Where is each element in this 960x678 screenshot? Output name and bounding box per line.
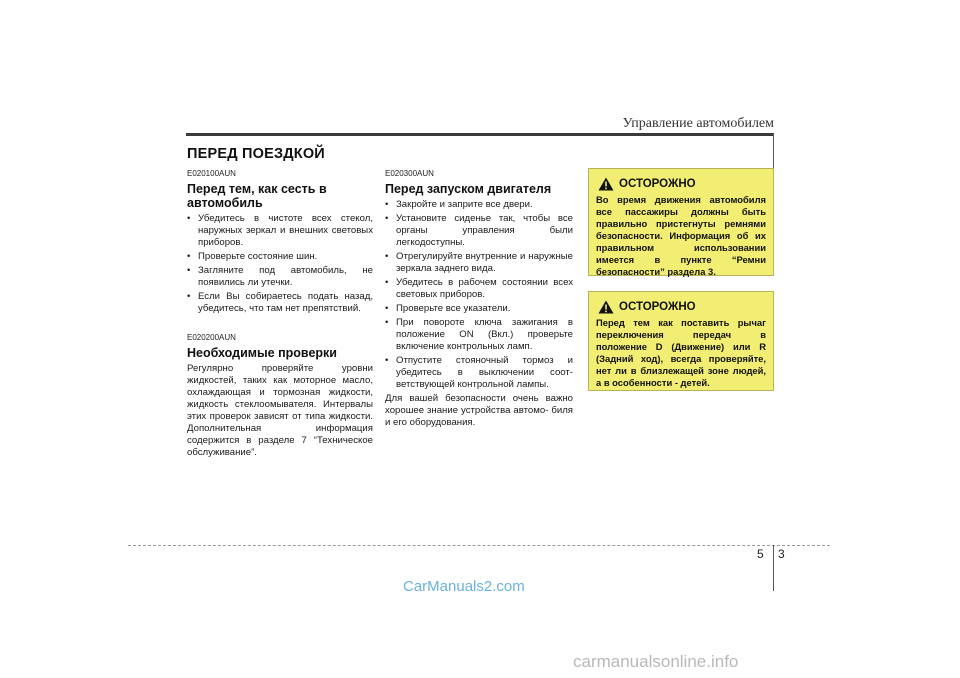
- list-item: • Убедитесь в чистоте всех стекол, наружных зеркал и внешних световых приборов.: [187, 213, 373, 249]
- list-item: • Отрегулируйте внутренние и наружные зеркала заднего вида.: [385, 251, 573, 275]
- warning-label: ОСТОРОЖНО: [619, 178, 696, 190]
- subsection-heading: Перед запуском двигателя: [385, 182, 552, 196]
- list-item: • Загляните под автомобиль, не появились ли утечки.: [187, 265, 373, 289]
- column-left: [187, 168, 373, 459]
- chapter-number: 5: [757, 547, 764, 561]
- warning-text: Перед тем как поставить рычаг переключения передач в положение D (Движение) или R (Задний ход), всегда проверяйте, нет ли в близлежащей зоне людей, а в особенности - детей.: [596, 317, 766, 388]
- warning-box: [588, 291, 774, 391]
- page-number: 3: [778, 547, 785, 561]
- list-item: • Если Вы собираетесь подать назад, убедитесь, что там нет препятствий.: [187, 291, 373, 315]
- subsection-heading: Перед тем, как сесть в автомобиль: [187, 182, 327, 210]
- column-middle: [385, 168, 573, 429]
- paragraph: Регулярно проверяйте уровни жидкостей, таких как моторное масло, охлаждающая и тормозная жидкости, жидкость стеклоомывателя. Интервалы этих проверок зависят от типа жидкости. Дополнительная информация содержится в разделе 7 “Техническое обслуживание”.: [187, 363, 373, 458]
- paragraph: Для вашей безопасности очень важно хорошее знание устройства автомо- биля и его оборудования.: [385, 393, 573, 428]
- header-rule: [186, 133, 773, 136]
- bullet-list: [385, 199, 573, 391]
- running-header-title: Управление автомобилем: [622, 116, 774, 131]
- footer-divider: [128, 545, 830, 546]
- list-item: • Убедитесь в рабочем состоянии всех световых приборов.: [385, 277, 573, 301]
- section-code: E020300AUN: [385, 169, 434, 178]
- warning-triangle-icon: [598, 177, 614, 191]
- list-item: • Проверьте состояние шин.: [187, 251, 373, 263]
- section-code: E020100AUN: [187, 169, 236, 178]
- warning-triangle-icon: [598, 300, 614, 314]
- page-number-divider: [773, 545, 774, 591]
- list-item: • Установите сиденье так, чтобы все органы управления были легкодоступны.: [385, 213, 573, 249]
- section-title: ПЕРЕД ПОЕЗДКОЙ: [187, 146, 325, 162]
- bullet-list: [187, 213, 373, 315]
- warning-text: Во время движения автомобиля все пассажиры должны быть правильно пристегнуты ремнями безопасности. Информация об их правильном использовании имеется в пункте “Ремни безопасности” раздела 3.: [596, 194, 766, 277]
- watermark-link[interactable]: CarManuals2.com: [403, 578, 525, 595]
- list-item: • Отпустите стояночный тормоз и убедитесь в выключении соот- ветствующей контрольной лампы.: [385, 355, 573, 391]
- subsection-heading: Необходимые проверки: [187, 346, 337, 360]
- warning-header: [598, 177, 766, 191]
- list-item: • Проверьте все указатели.: [385, 303, 573, 315]
- warning-header: [598, 300, 766, 314]
- watermark-text: carmanualsonline.info: [573, 652, 739, 671]
- list-item: • При повороте ключа зажигания в положение ON (Вкл.) проверьте включение контрольных ламп.: [385, 317, 573, 353]
- list-item: • Закройте и заприте все двери.: [385, 199, 573, 211]
- section-code: E020200AUN: [187, 333, 236, 342]
- warning-box: [588, 168, 774, 276]
- warning-label: ОСТОРОЖНО: [619, 301, 696, 313]
